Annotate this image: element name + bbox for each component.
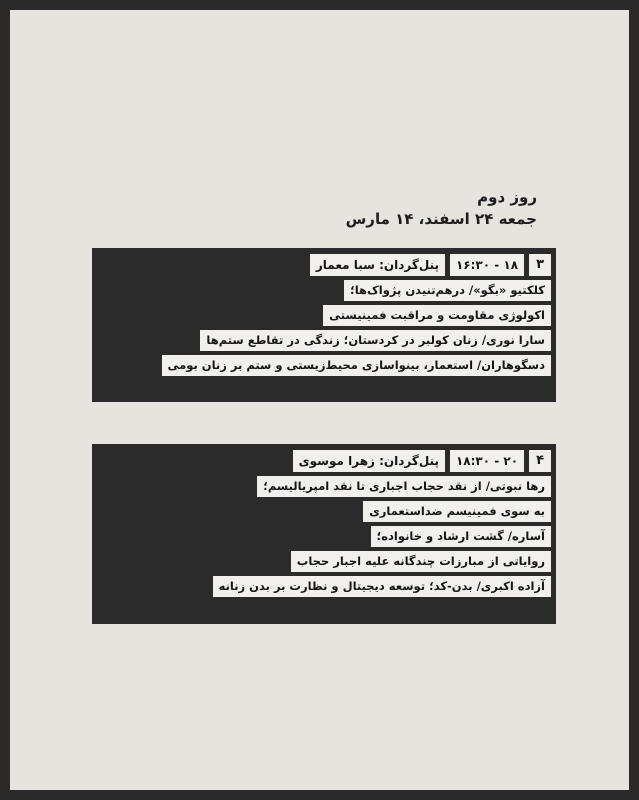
- talk-line: [92, 355, 556, 376]
- talk-line: [92, 526, 556, 547]
- day-title: روز دوم: [477, 188, 537, 206]
- talk-text: کلکتیو «بگو»/ درهم‌تنیدن پژواک‌ها؛: [344, 280, 551, 301]
- panel-header: [92, 254, 556, 276]
- talk-text: دسگوهاران/ استعمار، بینواسازی محیط‌زیستی و ستم بر زنان بومی: [162, 355, 552, 376]
- panel-moderator: پنل‌گردان: زهرا موسوی: [293, 450, 445, 472]
- poster-sheet: [10, 10, 629, 790]
- talk-text: به سوی فمینیسم ضداستعماری: [363, 501, 551, 522]
- talk-line: [92, 576, 556, 597]
- talk-line: [92, 501, 556, 522]
- talk-line: [92, 551, 556, 572]
- panel-3: [92, 248, 556, 402]
- talk-line: [92, 305, 556, 326]
- talk-text: سارا نوری/ زنان کولبر در کردستان؛ زندگی در تقاطع ستم‌ها: [200, 330, 551, 351]
- talk-text: روایاتی از مبارزات چندگانه علیه اجبار حجاب: [291, 551, 551, 572]
- panel-number: ۳: [529, 254, 551, 276]
- talk-text: رها نبوتی/ از نقد حجاب اجباری تا نقد امپریالیسم؛: [257, 476, 551, 497]
- talk-text: آزاده اکبری/ بدن-کد؛ توسعه دیجیتال و نظارت بر بدن زنانه: [213, 576, 551, 597]
- talk-line: [92, 476, 556, 497]
- panel-moderator: پنل‌گردان: سبا معمار: [310, 254, 445, 276]
- panel-time: ۱۶:۳۰ - ۱۸: [450, 254, 524, 276]
- talk-line: [92, 280, 556, 301]
- talk-line: [92, 330, 556, 351]
- panel-header: [92, 450, 556, 472]
- talk-text: اکولوژی مقاومت و مراقبت فمینیستی: [323, 305, 551, 326]
- panel-4: [92, 444, 556, 624]
- day-date: جمعه ۲۴ اسفند، ۱۴ مارس: [345, 210, 537, 228]
- talk-text: آساره/ گشت ارشاد و خانواده؛: [371, 526, 551, 547]
- panel-number: ۴: [529, 450, 551, 472]
- day-heading: [346, 186, 537, 230]
- panel-time: ۱۸:۳۰ - ۲۰: [450, 450, 524, 472]
